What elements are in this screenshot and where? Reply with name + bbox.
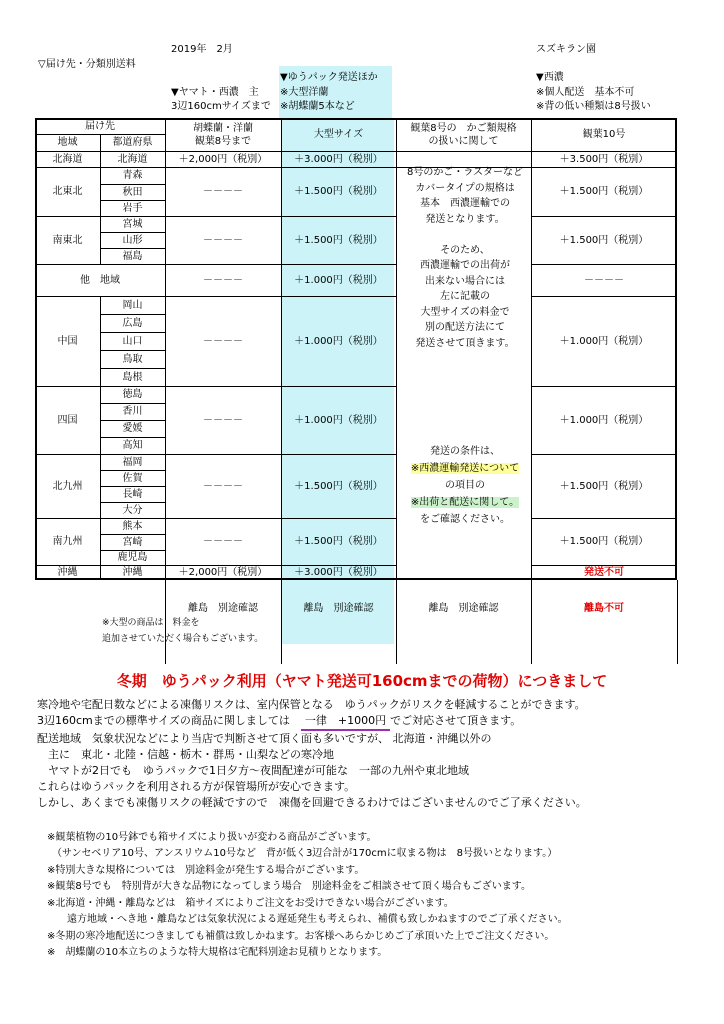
- pref-hiroshima: 広島: [122, 317, 143, 329]
- note-item: ※冬期の寒冷地配送につきましても補償は致しかねます。お客様へあらかじめご了承頂いた上でご注文ください。: [47, 931, 555, 942]
- region-hokkaido: 北海道: [52, 153, 83, 165]
- region-kitatohoku: 北東北: [52, 186, 83, 197]
- pref-okinawa: 沖縄: [122, 567, 143, 578]
- document-date: 2019年 2月: [171, 44, 233, 55]
- basket-note-line: 別の配送方法にて: [425, 322, 505, 333]
- header-region: 地域: [57, 137, 78, 148]
- note-item: ※北海道・沖縄・離島などは 箱サイズによりご注文をお受けできない場合がございます。: [47, 898, 454, 909]
- fee-large-chugoku: ＋1.000円（税別）: [294, 335, 383, 347]
- note-item: ※観葉8号でも 特別背が大きな品物になってしまう場合 別途料金をご相談させて頂く場合もございます。: [47, 881, 531, 892]
- fee-large-okinawa: ＋3.000円（税別）: [294, 567, 383, 578]
- condition-note-line: の項目の: [445, 480, 485, 491]
- region-other: 他 地域: [80, 274, 120, 286]
- header-col-basket-line2: の扱いに関して: [428, 135, 499, 147]
- header-col-orchid-line2: 観葉8号まで: [194, 135, 252, 147]
- fee-large-minamikyushu: ＋1.500円（税別）: [294, 536, 383, 547]
- pref-kumamoto: 熊本: [122, 520, 143, 532]
- table-border: [35, 118, 677, 580]
- fee-foliage10-minamikyushu: ＋1.500円（税別）: [559, 536, 649, 547]
- note-item: ※ 胡蝶蘭の10本立ちのような特大規格は宅配料別途お見積りとなります。: [47, 947, 388, 958]
- pref-nagasaki: 長崎: [122, 488, 143, 500]
- winter-paragraph: 配送地域 気象状況などにより当店で判断させて頂く面も多いですが、 北海道・沖縄以外の: [37, 732, 492, 745]
- note-item: 遠方地域・へき地・離島などは気象状況による遅延発生も考えられ、補償も致しかねますのでご了承ください。: [47, 914, 568, 925]
- pref-yamagata: 山形: [122, 234, 143, 246]
- fee-orchid-chugoku: －－－－: [203, 335, 243, 347]
- fee-foliage10-minamitohoku: ＋1.500円（税別）: [559, 234, 649, 246]
- remote-island-basket: 離島 別途確認: [428, 603, 499, 614]
- fee-foliage10-okinawa: 発送不可: [584, 567, 624, 578]
- pref-kagawa: 香川: [122, 406, 143, 417]
- basket-note-line: 8号のかご・ラスターなど: [406, 167, 524, 178]
- note-item: （サンセベリア10号、アンスリウム10号など 背が低く3辺合計が170cmに収まる物は 8号扱いとなります。）: [47, 848, 558, 859]
- remote-island-orchid: 離島 別途確認: [188, 603, 258, 614]
- winter-price-post: でご対応させて頂きます。: [390, 714, 522, 727]
- fee-orchid-kitatohoku: －－－－: [203, 186, 243, 197]
- fee-foliage10-shikoku: ＋1.000円（税別）: [559, 414, 649, 426]
- fee-orchid-shikoku: －－－－: [203, 414, 243, 426]
- fee-large-hokkaido: ＋3.000円（税別）: [294, 153, 383, 165]
- shipping-fee-table: [35, 118, 679, 583]
- winter-price-value: 一律 +1000円: [301, 713, 390, 731]
- fee-foliage10-hokkaido: ＋3.500円（税別）: [559, 153, 649, 165]
- header-col-basket-line1: 観葉8号の かご類規格: [410, 122, 517, 134]
- basket-note-line: 大型サイズの料金で: [420, 306, 510, 318]
- basket-note-line: 基本 西濃運輸での: [420, 198, 510, 209]
- winter-paragraph: しかし、あくまでも凍傷リスクの軽減ですので 凍傷を回避できるわけではございませんのでご了承ください。: [37, 796, 587, 809]
- note-item: ※特別大きな規格については 別途料金が発生する場合がございます。: [47, 865, 365, 876]
- document-subtitle: ▽届け先・分類別送料: [38, 59, 136, 70]
- pref-miyazaki: 宮崎: [122, 536, 143, 548]
- pref-tottori: 鳥取: [122, 353, 143, 365]
- shop-name: スズキラン園: [536, 44, 596, 55]
- basket-note-line: 発送となります。: [425, 213, 505, 225]
- header-col-orchid-line1: 胡蝶蘭・洋蘭: [193, 122, 253, 134]
- pref-fukushima: 福島: [122, 250, 143, 262]
- winter-section-title: 冬期 ゆうパック利用（ヤマト発送可160cmまでの荷物）につきまして: [116, 672, 608, 690]
- pref-kagoshima: 鹿児島: [117, 552, 148, 563]
- divider: [531, 580, 532, 664]
- large-item-note-line1: ※大型の商品は 料金を: [102, 618, 200, 628]
- pref-iwate: 岩手: [122, 202, 143, 214]
- condition-note-line: 発送の条件は、: [430, 446, 500, 457]
- basket-note-line: 左に記載の: [440, 291, 490, 302]
- region-kitakyushu: 北九州: [52, 480, 83, 492]
- header-seino-line2: ※個人配送 基本不可: [536, 87, 635, 98]
- header-seino-line1: ▼西濃: [536, 72, 564, 83]
- basket-note-line: カバータイプの規格は: [415, 182, 515, 194]
- fee-large-shikoku: ＋1.000円（税別）: [294, 414, 383, 426]
- region-shikoku: 四国: [57, 414, 78, 426]
- pref-fukuoka: 福岡: [122, 456, 143, 468]
- divider: [677, 580, 678, 664]
- header-yamato-line2: 3辺160cmサイズまで: [171, 101, 271, 112]
- header-yupack-line1: ▼ゆうパック発送ほか: [280, 72, 378, 83]
- basket-note-line: そのため、: [440, 244, 490, 256]
- header-destination: 届け先: [85, 120, 115, 132]
- fee-foliage10-chugoku: ＋1.000円（税別）: [559, 335, 649, 347]
- pref-ehime: 愛媛: [122, 423, 143, 434]
- fee-foliage10-kitatohoku: ＋1.500円（税別）: [559, 186, 649, 197]
- fee-orchid-kitakyushu: －－－－: [203, 480, 243, 492]
- pref-aomori: 青森: [122, 170, 143, 181]
- fee-large-other: ＋1.000円（税別）: [294, 274, 383, 286]
- fee-orchid-minamikyushu: －－－－: [203, 536, 243, 547]
- condition-note-line: をご確認ください。: [420, 514, 510, 525]
- region-okinawa: 沖縄: [57, 567, 78, 578]
- remote-island-foliage10: 離島不可: [584, 603, 624, 614]
- pref-oita: 大分: [122, 504, 143, 516]
- fee-orchid-other: －－－－: [203, 274, 243, 286]
- header-yupack-line3: ※胡蝶蘭5本など: [280, 101, 355, 112]
- basket-note-line: 西濃運輸での出荷が: [420, 260, 510, 271]
- divider: [281, 580, 282, 664]
- fee-large-kitatohoku: ＋1.500円（税別）: [294, 186, 383, 197]
- header-seino-line3: ※背の低い種類は8号扱い: [536, 101, 651, 112]
- fee-foliage10-kitakyushu: ＋1.500円（税別）: [559, 480, 649, 492]
- pref-okayama: 岡山: [122, 299, 143, 311]
- shipping-delivery-link[interactable]: ※出荷と配送に関して。: [410, 497, 520, 508]
- region-minamitohoku: 南東北: [52, 234, 83, 246]
- pref-shimane: 島根: [122, 371, 143, 383]
- basket-note-line: 発送させて頂きます。: [415, 337, 515, 349]
- fee-foliage10-other: －－－－: [584, 274, 624, 286]
- winter-paragraph-price: [37, 713, 521, 731]
- pref-hokkaido: 北海道: [117, 153, 148, 165]
- winter-price-pre: 3辺160cmまでの標準サイズの商品に関しましては: [37, 714, 301, 727]
- region-chugoku: 中国: [57, 335, 78, 347]
- pref-akita: 秋田: [122, 186, 143, 198]
- region-minamikyushu: 南九州: [52, 536, 83, 547]
- basket-note-line: 出来ない場合には: [425, 275, 505, 287]
- header-col-foliage10: 観葉10号: [582, 129, 626, 140]
- pref-saga: 佐賀: [122, 472, 143, 484]
- large-item-note-line2: 追加させていただく場合もございます。: [102, 634, 264, 644]
- winter-paragraph: ヤマトが2日でも ゆうパックで1日夕方～夜間配達が可能な 一部の九州や東北地域: [37, 764, 469, 777]
- header-yupack-line2: ※大型洋蘭: [280, 87, 329, 98]
- fee-orchid-okinawa: ＋2,000円（税別）: [178, 567, 268, 578]
- pref-miyagi: 宮城: [122, 218, 143, 230]
- pref-yamaguchi: 山口: [122, 335, 143, 347]
- header-prefecture: 都道府県: [112, 137, 153, 148]
- seino-shipping-link[interactable]: ※西濃運輸発送について: [410, 463, 520, 474]
- winter-paragraph: 寒冷地や宅配日数などによる凍傷リスクは、室内保管となる ゆうパックがリスクを軽減することができます。: [37, 698, 586, 711]
- winter-paragraph: これらはゆうパックを利用される方が保管場所が安心できます。: [37, 780, 356, 793]
- pref-tokushima: 徳島: [122, 389, 143, 400]
- winter-paragraph: 主に 東北・北陸・信越・栃木・群馬・山梨などの寒冷地: [37, 748, 334, 761]
- pref-kochi: 高知: [122, 440, 143, 451]
- header-yamato-line1: ▼ヤマト・西濃 主: [171, 87, 259, 98]
- divider: [396, 580, 397, 664]
- fee-orchid-hokkaido: ＋2,000円（税別）: [178, 153, 268, 165]
- fee-large-minamitohoku: ＋1.500円（税別）: [294, 234, 383, 246]
- remote-island-large: 離島 別途確認: [303, 603, 374, 614]
- fee-large-kitakyushu: ＋1.500円（税別）: [294, 480, 383, 492]
- fee-orchid-minamitohoku: －－－－: [203, 234, 243, 246]
- note-item: ※観葉植物の10号鉢でも箱サイズにより扱いが変わる商品がございます。: [47, 832, 377, 843]
- header-col-large: 大型サイズ: [313, 129, 364, 140]
